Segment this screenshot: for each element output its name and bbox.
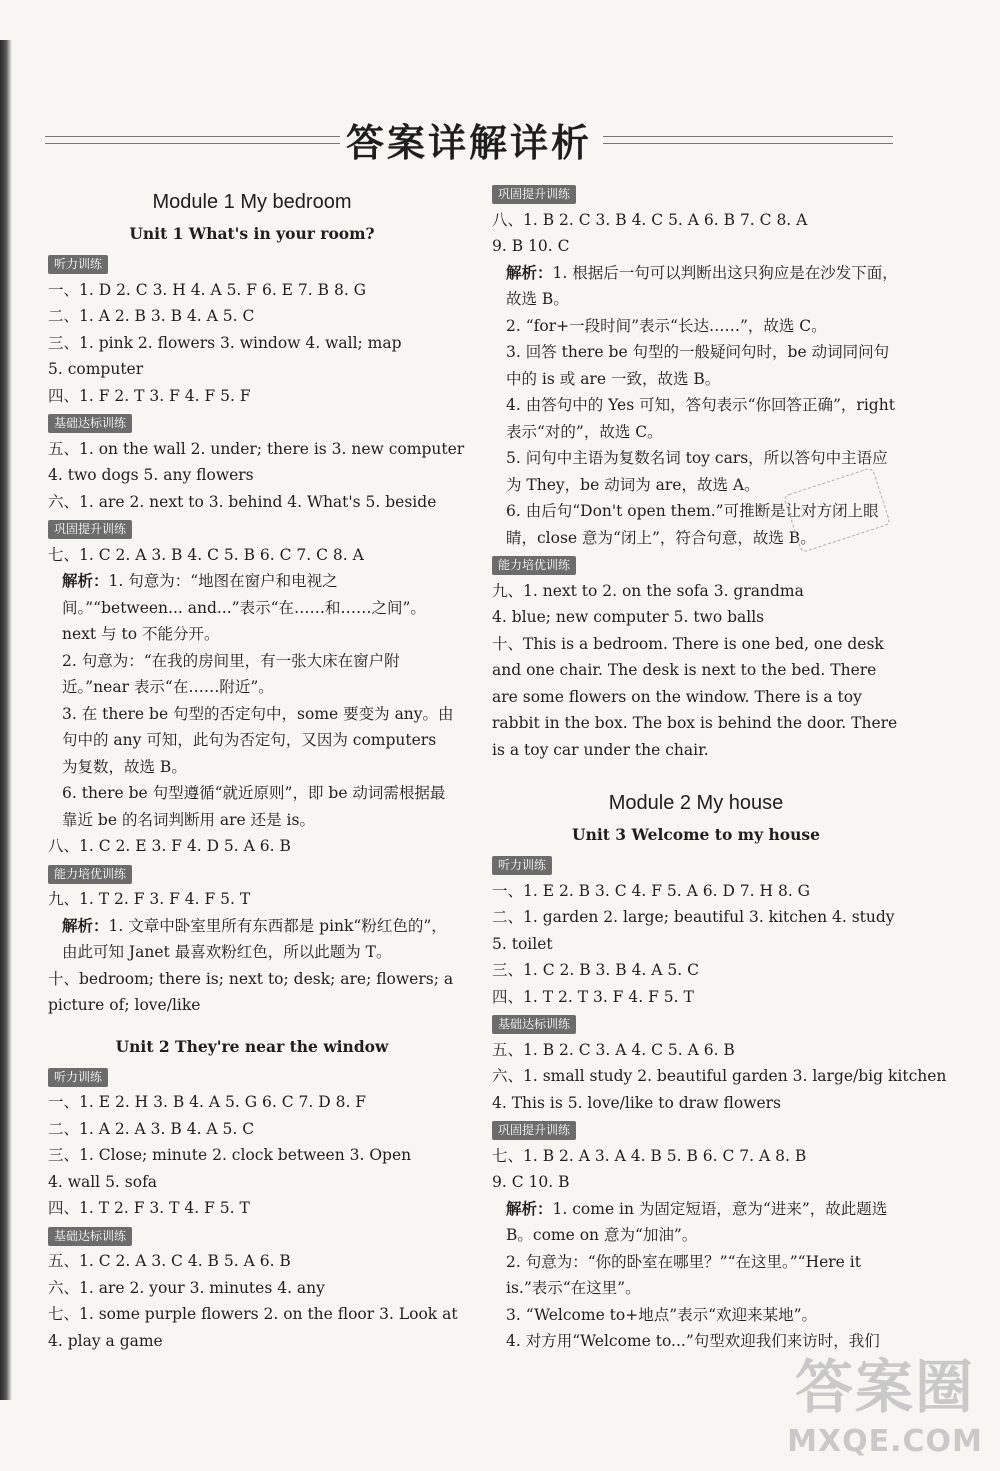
answer-line: 六、1. small study 2. beautiful garden 3. large/big kitchen bbox=[492, 1067, 947, 1085]
answer-line: 七、1. B 2. A 3. A 4. B 5. B 6. C 7. A 8. B bbox=[492, 1146, 807, 1165]
answer-line: 五、1. on the wall 2. under; there is 3. new computer bbox=[48, 439, 465, 458]
explanation-label: 解析： bbox=[506, 262, 553, 282]
explanation: 解析：1. come in 为固定短语，意为“进来”，故此题选 B。come on 意为“加油”。 bbox=[506, 1198, 888, 1244]
answer-line: 七、1. C 2. A 3. B 4. C 5. B 6. C 7. C 8. A bbox=[48, 545, 364, 564]
watermark-logo: 答案圈 bbox=[794, 1353, 975, 1421]
answer-line: 四、1. T 2. T 3. F 4. F 5. T bbox=[492, 987, 694, 1006]
section-tag-listening: 听力训练 bbox=[492, 856, 552, 875]
section-tag-basic: 基础达标训练 bbox=[492, 1015, 576, 1034]
answer-line: 4. This is 5. love/like to draw flowers bbox=[492, 1093, 782, 1112]
answer-line: 七、1. some purple flowers 2. on the floor 3. Look at bbox=[48, 1305, 458, 1323]
explanation: 4. 对方用“Welcome to...”句型欢迎我们来访时，我们 bbox=[506, 1332, 880, 1350]
answer-line: 三、1. C 2. B 3. B 4. A 5. C bbox=[492, 961, 699, 979]
answer-line: 八、1. C 2. E 3. F 4. D 5. A 6. B bbox=[48, 837, 291, 855]
explanation: 2. “for+一段时间”表示“长达……”，故选 C。 bbox=[506, 316, 827, 335]
answer-line: 一、1. D 2. C 3. H 4. A 5. F 6. E 7. B 8. G bbox=[48, 280, 367, 299]
explanation: 解析：1. 文章中卧室里所有东西都是 pink“粉红色的”，由此可知 Janet 最喜欢粉红色，所以此题为 T。 bbox=[62, 915, 447, 961]
explanation: 2. 句意为：“在我的房间里，有一张大床在窗户附近。”near 表示“在……附近”。 bbox=[62, 651, 400, 696]
answer-line: 八、1. B 2. C 3. B 4. C 5. A 6. B 7. C 8. A bbox=[492, 210, 808, 229]
explanation-label: 解析： bbox=[62, 915, 109, 935]
explanation: 6. 由后句“Don't open them.”可推断是让对方闭上眼睛，close 意为“闭上”，符合句意，故选 B。 bbox=[506, 502, 879, 547]
page-title: 答案详解详析 bbox=[345, 121, 592, 165]
section-tag-basic: 基础达标训练 bbox=[48, 1227, 132, 1246]
section-tag-listening: 听力训练 bbox=[48, 255, 108, 274]
right-column bbox=[492, 180, 947, 1355]
answer-line: 二、1. A 2. B 3. B 4. A 5. C bbox=[48, 307, 255, 325]
answer-line: 五、1. B 2. C 3. A 4. C 5. A 6. B bbox=[492, 1040, 735, 1059]
answer-line: 4. play a game bbox=[48, 1331, 163, 1350]
module-2-heading: Module 2 My house bbox=[608, 792, 784, 814]
explanation: 3. “Welcome to+地点”表示“欢迎来某地”。 bbox=[506, 1305, 817, 1324]
answer-line: 五、1. C 2. A 3. C 4. B 5. A 6. B bbox=[48, 1252, 291, 1270]
answer-line: 9. C 10. B bbox=[492, 1173, 570, 1191]
section-tag-basic: 基础达标训练 bbox=[48, 414, 132, 433]
answer-line: 二、1. A 2. A 3. B 4. A 5. C bbox=[48, 1119, 255, 1138]
unit-2-heading: Unit 2 They're near the window bbox=[115, 1036, 389, 1056]
answer-line: 9. B 10. C bbox=[492, 237, 570, 255]
explanation: 2. 句意为：“你的卧室在哪里？”“在这里。”“Here it is.”表示“在这里”。 bbox=[506, 1252, 861, 1297]
answer-line: 九、1. T 2. F 3. F 4. F 5. T bbox=[48, 890, 251, 908]
answer-line: 4. blue; new computer 5. two balls bbox=[492, 608, 765, 626]
section-tag-ability: 能力培优训练 bbox=[48, 865, 132, 884]
unit-1-heading: Unit 1 What's in your room? bbox=[129, 224, 375, 243]
module-1-heading: Module 1 My bedroom bbox=[152, 191, 352, 213]
section-tag-consolidate: 巩固提升训练 bbox=[48, 520, 132, 539]
explanation-label: 解析： bbox=[62, 571, 109, 590]
answer-line: 4. two dogs 5. any flowers bbox=[48, 466, 254, 484]
watermark-site: MXQE.COM bbox=[787, 1424, 983, 1459]
answer-line: 4. wall 5. sofa bbox=[48, 1172, 158, 1191]
explanation: 解析：1. 句意为：“地图在窗户和电视之间。”“between... and...”表示“在……和……之间”。next 与 to 不能分开。 bbox=[62, 571, 426, 643]
explanation: 4. 由答句中的 Yes 可知，答句表示“你回答正确”，right 表示“对的”，故选 C。 bbox=[506, 396, 895, 441]
answer-line: 十、bedroom; there is; next to; desk; are; flowers; a picture of; love/like bbox=[48, 969, 454, 1014]
answer-line: 一、1. E 2. H 3. B 4. A 5. G 6. C 7. D 8. F bbox=[48, 1093, 367, 1111]
answer-line: 三、1. pink 2. flowers 3. window 4. wall; map bbox=[48, 333, 402, 352]
site-watermark bbox=[780, 1352, 990, 1467]
book-spine-shadow bbox=[0, 40, 12, 1400]
answer-line: 六、1. are 2. your 3. minutes 4. any bbox=[48, 1278, 325, 1297]
explanation: 解析：1. 根据后一句可以判断出这只狗应是在沙发下面，故选 B。 bbox=[506, 262, 898, 308]
section-tag-ability: 能力培优训练 bbox=[492, 556, 576, 575]
answer-line: 二、1. garden 2. large; beautiful 3. kitchen 4. study bbox=[492, 908, 895, 926]
answer-paragraph: 十、This is a bedroom. There is one bed, one desk and one chair. The desk is next to the bed. There are some flowers on the window. There is a toy rabbit in the box. The box is behind the door. There is a toy car under the chair. bbox=[492, 634, 898, 759]
answer-line: 四、1. F 2. T 3. F 4. F 5. F bbox=[48, 386, 251, 405]
section-tag-consolidate: 巩固提升训练 bbox=[492, 1121, 576, 1140]
answer-line: 四、1. T 2. F 3. T 4. F 5. T bbox=[48, 1199, 250, 1217]
page-header bbox=[45, 112, 893, 166]
answer-line: 一、1. E 2. B 3. C 4. F 5. A 6. D 7. H 8. G bbox=[492, 881, 811, 900]
section-tag-consolidate: 巩固提升训练 bbox=[492, 185, 576, 204]
explanation: 3. 在 there be 句型的否定句中，some 要变为 any。由句中的 any 可知，此句为否定句，又因为 computers 为复数，故选 B。 bbox=[62, 704, 454, 776]
answer-line: 5. computer bbox=[48, 360, 144, 378]
explanation: 5. 问句中主语为复数名词 toy cars，所以答句中主语应为 They，be 动词为 are，故选 A。 bbox=[506, 449, 888, 494]
answer-line: 六、1. are 2. next to 3. behind 4. What's 5. beside bbox=[48, 492, 437, 511]
answer-line: 5. toilet bbox=[492, 934, 553, 953]
explanation: 3. 回答 there be 句型的一般疑问句时，be 动词同问句中的 is 或 are 一致，故选 B。 bbox=[506, 343, 890, 388]
answer-line: 九、1. next to 2. on the sofa 3. grandma bbox=[492, 581, 804, 600]
explanation: 6. there be 句型遵循“就近原则”，即 be 动词需根据最靠近 be 的名词判断用 are 还是 is。 bbox=[62, 784, 446, 829]
unit-3-heading: Unit 3 Welcome to my house bbox=[572, 825, 820, 844]
explanation-label: 解析： bbox=[506, 1198, 553, 1218]
left-column bbox=[48, 180, 465, 1354]
answer-line: 三、1. Close; minute 2. clock between 3. Open bbox=[48, 1146, 412, 1164]
section-tag-listening: 听力训练 bbox=[48, 1068, 108, 1087]
